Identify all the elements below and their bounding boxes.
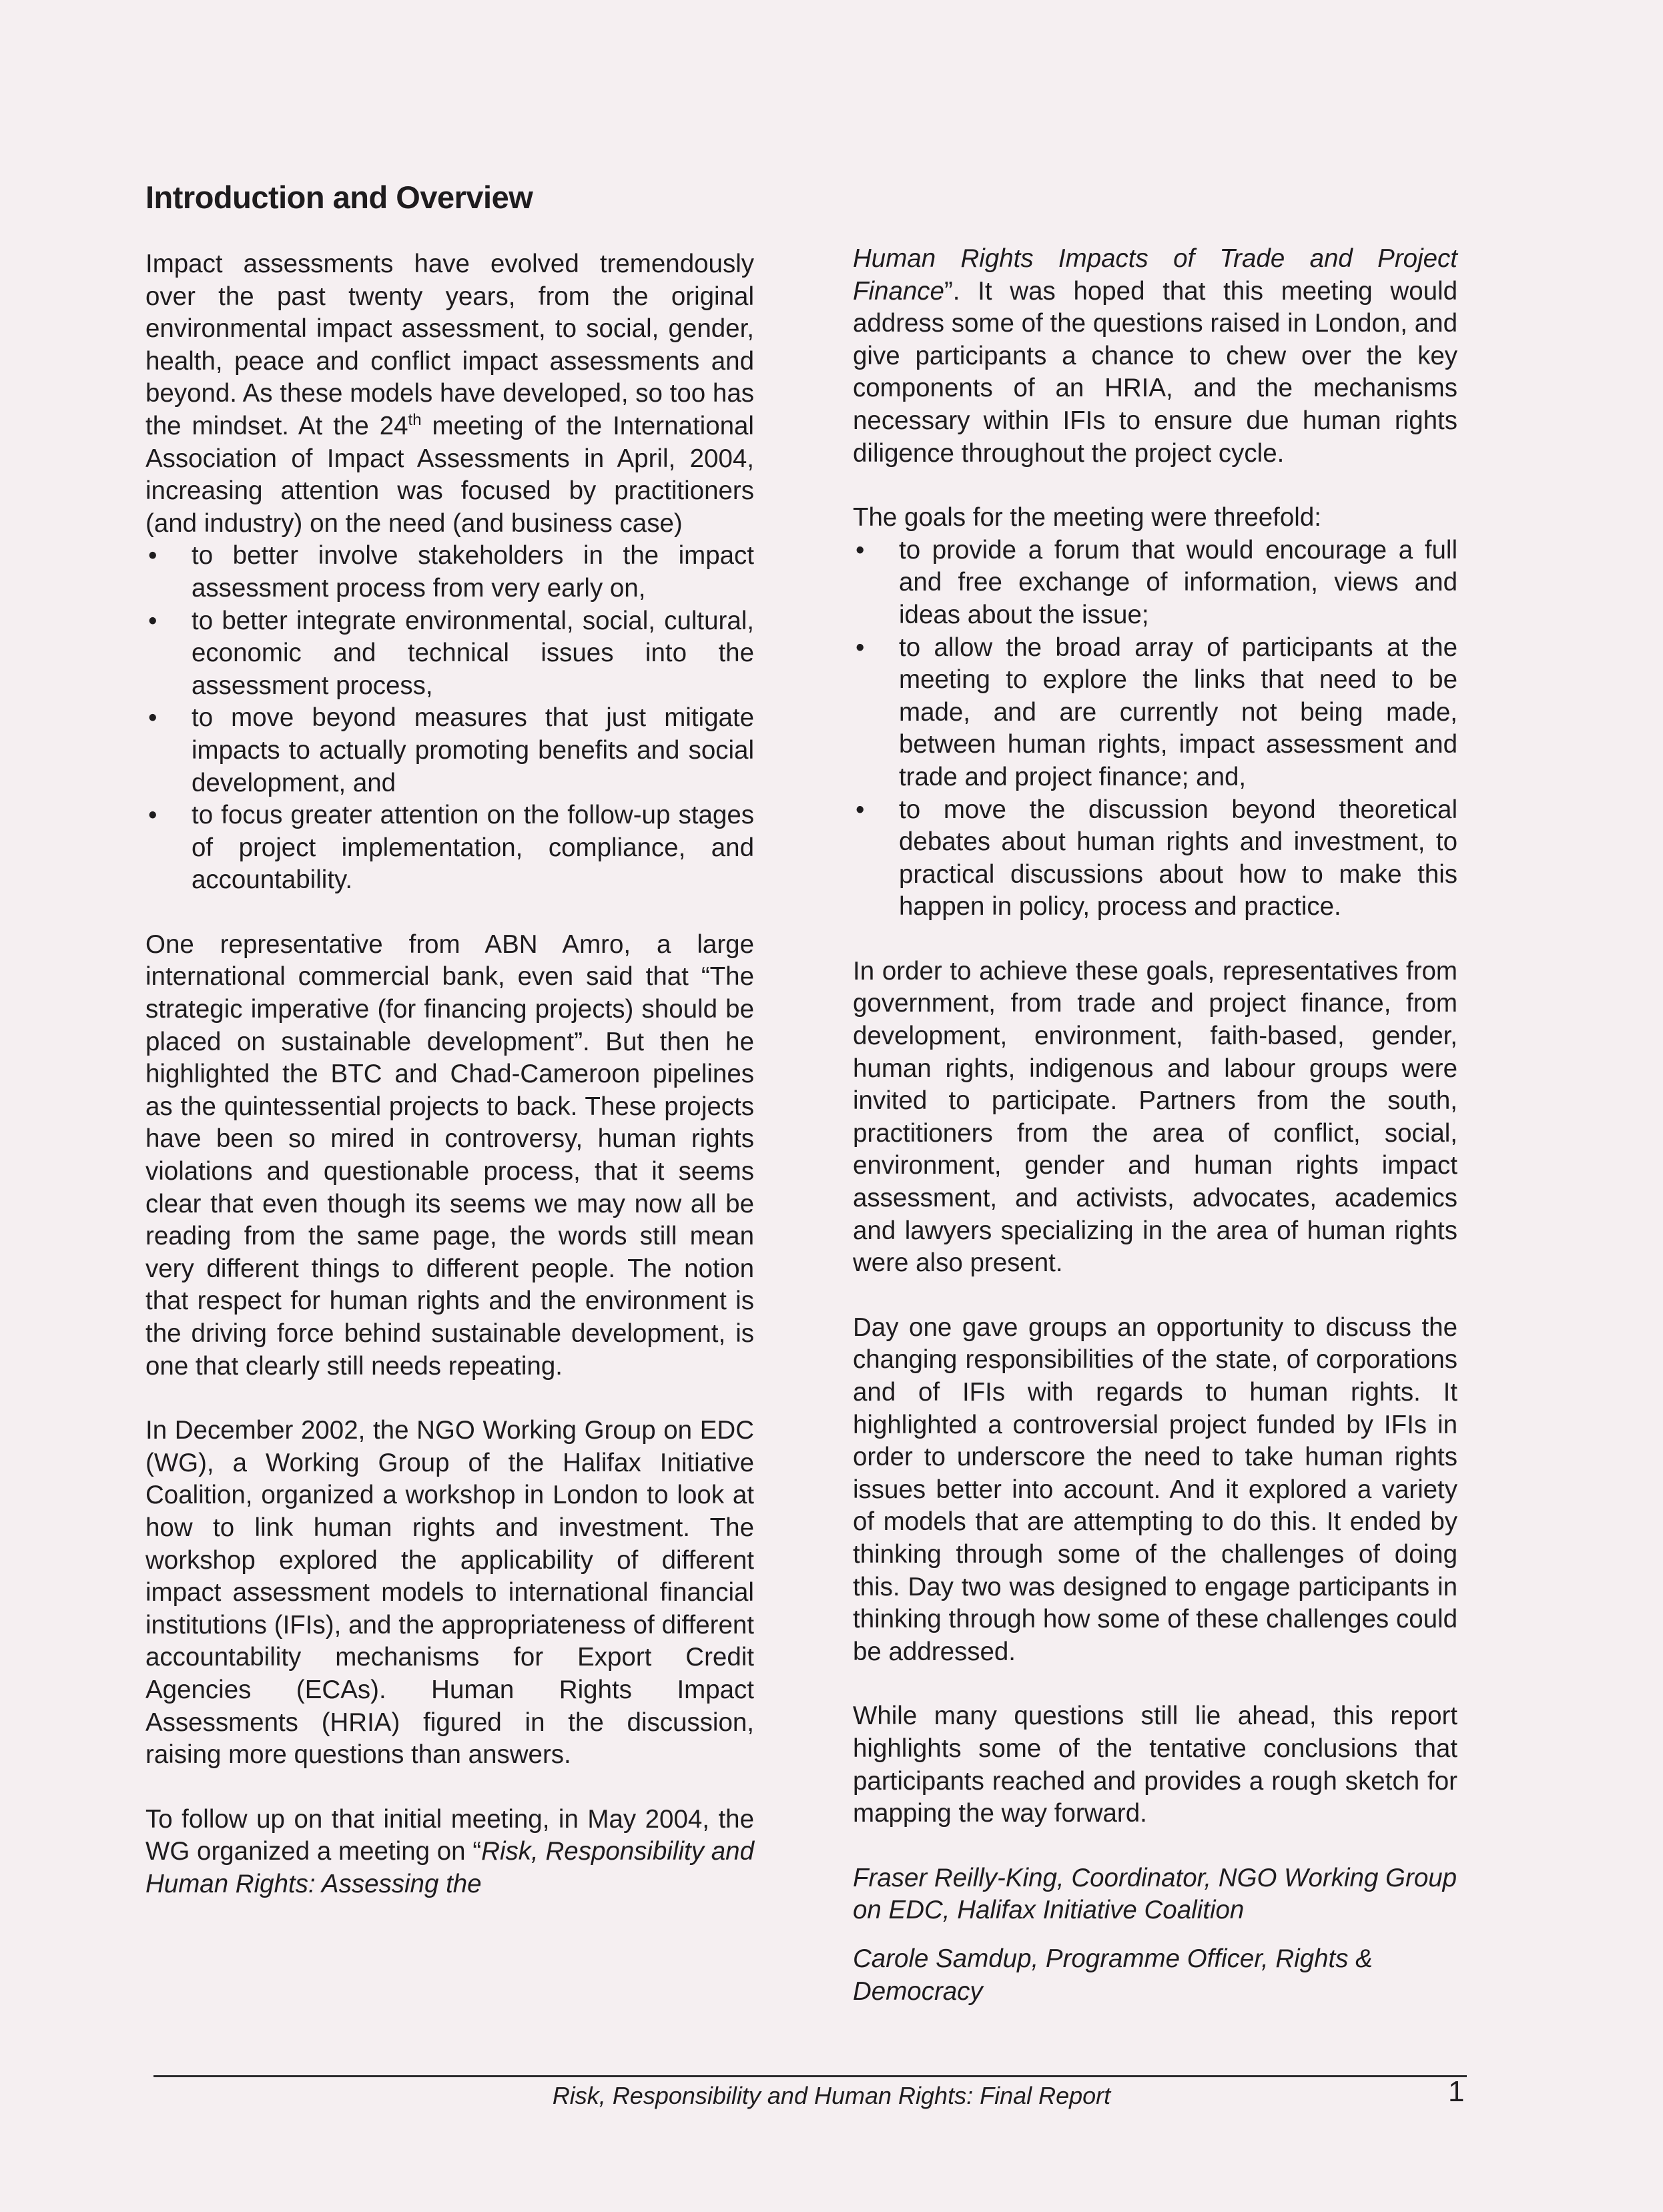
footer-rule — [153, 2075, 1467, 2077]
goals-intro: The goals for the meeting were threefold: — [853, 503, 1321, 532]
superscript-th: th — [408, 411, 422, 430]
list-item: • to move beyond measures that just mitigate impacts to actually promoting benefits and social development, and — [145, 702, 754, 799]
follow-up-paragraph — [145, 1804, 754, 1901]
list-item: • to better integrate environmental, social, cultural, economic and technical issues into the assessment process, — [145, 605, 754, 703]
left-column — [145, 248, 754, 1901]
meeting-continuation-paragraph — [853, 243, 1457, 470]
list-item: • to move the discussion beyond theoretical debates about human rights and investment, to practical discussions about how to make this happen in policy, process and practice. — [853, 794, 1457, 924]
goals-bullet-list — [853, 534, 1457, 924]
signature-carole: Carole Samdup, Programme Officer, Rights & Democracy — [853, 1944, 1373, 2006]
list-item: • to provide a forum that would encourage a full and free exchange of information, views and ideas about the issue; — [853, 534, 1457, 632]
meeting-title-italic: Risk, Responsibility and Human Rights: Assessing the — [145, 1837, 754, 1898]
london-workshop-paragraph: In December 2002, the NGO Working Group on EDC (WG), a Working Group of the Halifax Initiative Coalition, organized a workshop in London to look at how to link human rights and investment. The workshop explored the applicability of different impact assessment models to international financial institutions (IFIs), and the appropriateness of different accountability mechanisms for Export Credit Agencies (ECAs). Human Rights Impact Assessments (HRIA) figured in the discussion, raising more questions than answers. — [145, 1416, 754, 1770]
follow-up-text: To follow up on that initial meeting, in May 2004, the WG organized a meeting on “ — [145, 1804, 754, 1866]
list-item: • to better involve stakeholders in the impact assessment process from very early on, — [145, 540, 754, 605]
list-item: • to focus greater attention on the follow-up stages of project implementation, compliance, and accountability. — [145, 799, 754, 897]
impact-bullet-list — [145, 540, 754, 897]
section-heading: Introduction and Overview — [145, 179, 533, 215]
meeting-title-italic-cont: Human Rights Impacts of Trade and Project Finance — [853, 244, 1457, 306]
abn-amro-paragraph: One representative from ABN Amro, a large international commercial bank, even said that “The strategic imperative (for financing projects) should be placed on sustainable development”. But then he highlighted the BTC and Chad-Cameroon pipelines as the quintessential projects to back. These projects have been so mired in controversy, human rights violations and questionable process, that it seems clear that even though its seems we may now all be reading from the same page, the words still mean very different things to different people. The notion that respect for human rights and the environment is the driving force behind sustainable development, is one that clearly still needs repeating. — [145, 930, 754, 1381]
page-number: 1 — [1448, 2075, 1465, 2108]
intro-text: Impact assessments have evolved tremendously over the past twenty years, from the original environmental impact assessment, to social, gender, health, peace and conflict impact assessments and beyond. As these models have developed, so too has the mindset. At the 24 — [145, 250, 754, 440]
intro-paragraph — [145, 248, 754, 540]
list-item: • to allow the broad array of participants at the meeting to explore the links that need to be made, and are currently not being made, between human rights, impact assessment and trade and project finance; and, — [853, 632, 1457, 794]
intro-text-rest: meeting of the International Association of Impact Assessments in April, 2004, increasing attention was focused by practitioners (and industry) on the need (and business case) — [145, 411, 754, 538]
participants-paragraph: In order to achieve these goals, representatives from government, from trade and project finance, from development, environment, faith-based, gender, human rights, indigenous and labour groups were invited to participate. Partners from the south, practitioners from the area of conflict, social, environment, gender and human rights impact assessment, and activists, advocates, academics and lawyers specializing in the area of human rights were also present. — [853, 956, 1457, 1278]
signature-fraser: Fraser Reilly-King, Coordinator, NGO Working Group on EDC, Halifax Initiative Coalition — [853, 1863, 1457, 1925]
right-column — [853, 243, 1457, 2024]
footer-title: Risk, Responsibility and Human Rights: Final Report — [552, 2082, 1111, 2109]
day-one-paragraph: Day one gave groups an opportunity to discuss the changing responsibilities of the state, of corporations and of IFIs with regards to human rights. It highlighted a controversial project funded by IFIs in order to underscore the need to take human rights issues better into account. And it explored a variety of models that are attempting to do this. It ended by thinking through some of the challenges of doing this. Day two was designed to engage participants in thinking through how some of these challenges could be addressed. — [853, 1313, 1457, 1666]
conclusion-paragraph: While many questions still lie ahead, this report highlights some of the tentative conclusions that participants reached and provides a rough sketch for mapping the way forward. — [853, 1702, 1457, 1828]
meeting-continuation-text: ”. It was hoped that this meeting would address some of the questions raised in London, and give participants a chance to chew over the key components of an HRIA, and the mechanisms necessary within IFIs to ensure due human rights diligence throughout the project cycle. — [853, 276, 1457, 468]
